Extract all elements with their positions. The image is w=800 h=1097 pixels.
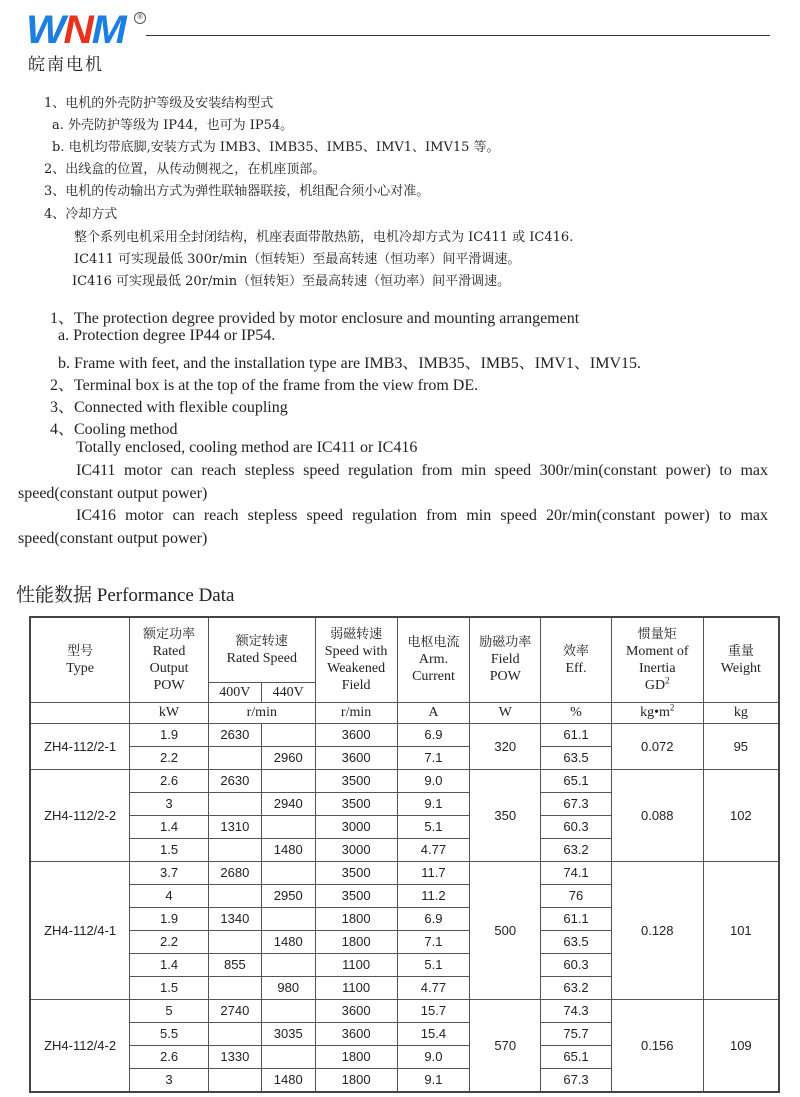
cell-speed-400v: 855	[208, 953, 261, 976]
en-item-3: 3、Connected with flexible coupling	[50, 399, 288, 416]
cn-item-4-ic416: IC416 可实现最低 20r/min（恒转矩）至最高转速（恒功率）间平滑调速。	[72, 274, 511, 289]
header-type: 型号 Type	[30, 617, 130, 702]
cell-rated-output: 3	[130, 1068, 209, 1092]
cell-efficiency: 76	[541, 884, 612, 907]
cell-weight: 95	[703, 723, 779, 769]
header-arm-current: 电枢电流 Arm. Current	[397, 617, 470, 702]
cn-item-1: 1、电机的外壳防护等级及安装结构型式	[44, 96, 274, 111]
cell-rated-output: 3.7	[130, 861, 209, 884]
cell-arm-current: 7.1	[397, 930, 470, 953]
cell-speed-440v	[261, 999, 315, 1022]
cell-speed-440v	[261, 861, 315, 884]
cell-efficiency: 61.1	[541, 907, 612, 930]
cell-weight: 102	[703, 769, 779, 861]
cn-item-4: 4、冷却方式	[44, 207, 118, 222]
cell-weakened-speed: 1800	[315, 1045, 397, 1068]
cell-speed-440v	[261, 1045, 315, 1068]
registered-mark-icon: ®	[134, 12, 146, 24]
cell-weakened-speed: 3500	[315, 769, 397, 792]
en-item-4-desc: Totally enclosed, cooling method are IC411 or IC416	[76, 439, 418, 456]
cell-efficiency: 63.2	[541, 838, 612, 861]
cell-model: ZH4-112/4-2	[30, 999, 130, 1092]
cell-rated-output: 5	[130, 999, 209, 1022]
cell-model: ZH4-112/2-1	[30, 723, 130, 769]
en-item-2: 2、Terminal box is at the top of the frame from the view from DE.	[50, 377, 479, 394]
cell-model: ZH4-112/2-2	[30, 769, 130, 861]
cell-rated-output: 2.6	[130, 1045, 209, 1068]
cell-arm-current: 6.9	[397, 907, 470, 930]
logo-wordmark: WNM	[26, 8, 125, 52]
cell-rated-output: 1.4	[130, 815, 209, 838]
cn-item-1a: a. 外壳防护等级为 IP44，也可为 IP54。	[52, 118, 294, 133]
section-title-en: Performance Data	[96, 585, 235, 606]
cn-item-1b: b. 电机均带底脚,安装方式为 IMB3、IMB35、IMB5、IMV1、IMV15 等。	[52, 140, 500, 155]
cell-speed-400v	[208, 976, 261, 999]
cell-weakened-speed: 1800	[315, 930, 397, 953]
cell-speed-440v: 2940	[261, 792, 315, 815]
cell-efficiency: 75.7	[541, 1022, 612, 1045]
en-item-1a: a. Protection degree IP44 or IP54.	[58, 327, 276, 344]
performance-table-body	[30, 723, 779, 1092]
table-row	[30, 861, 779, 884]
header-440v: 440V	[261, 682, 315, 702]
cell-speed-440v: 980	[261, 976, 315, 999]
cell-arm-current: 9.1	[397, 1068, 470, 1092]
cell-weight: 109	[703, 999, 779, 1092]
cell-arm-current: 9.0	[397, 769, 470, 792]
cn-item-4-ic411: IC411 可实现最低 300r/min（恒转矩）至最高转速（恒功率）间平滑调速。	[74, 252, 521, 267]
header-rated-speed: 额定转速 Rated Speed	[208, 617, 315, 682]
cell-speed-440v	[261, 723, 315, 746]
cell-rated-output: 1.9	[130, 723, 209, 746]
cell-speed-440v	[261, 769, 315, 792]
unit-field: W	[470, 702, 541, 723]
cell-weakened-speed: 3000	[315, 815, 397, 838]
cell-arm-current: 6.9	[397, 723, 470, 746]
cell-efficiency: 60.3	[541, 815, 612, 838]
en-item-4-ic416: IC416 motor can reach stepless speed regulation from min speed 20r/min(constant power) to max speed(constant output power)	[18, 507, 768, 547]
cell-weakened-speed: 3600	[315, 746, 397, 769]
cell-speed-400v: 1340	[208, 907, 261, 930]
cell-speed-440v: 2950	[261, 884, 315, 907]
cell-efficiency: 61.1	[541, 723, 612, 746]
cell-speed-400v	[208, 838, 261, 861]
cell-efficiency: 65.1	[541, 1045, 612, 1068]
header-efficiency: 效率 Eff.	[541, 617, 612, 702]
cell-efficiency: 65.1	[541, 769, 612, 792]
cell-field-pow: 350	[470, 769, 541, 861]
cell-weakened-speed: 3600	[315, 1022, 397, 1045]
cell-rated-output: 4	[130, 884, 209, 907]
cn-item-3: 3、电机的传动输出方式为弹性联轴器联接，机组配合须小心对准。	[44, 184, 430, 199]
cell-speed-440v	[261, 907, 315, 930]
cell-arm-current: 7.1	[397, 746, 470, 769]
cell-inertia: 0.156	[611, 999, 703, 1092]
cell-rated-output: 1.5	[130, 976, 209, 999]
unit-type	[30, 702, 130, 723]
en-item-4-ic411: IC411 motor can reach stepless speed regulation from min speed 300r/min(constant power) to max speed(constant output power)	[18, 462, 768, 502]
cell-weakened-speed: 3600	[315, 999, 397, 1022]
en-item-4: 4、Cooling method	[50, 421, 178, 438]
cell-arm-current: 9.0	[397, 1045, 470, 1068]
section-title	[16, 580, 234, 607]
cell-speed-440v	[261, 815, 315, 838]
cell-speed-400v: 2680	[208, 861, 261, 884]
unit-speed: r/min	[208, 702, 315, 723]
cell-arm-current: 4.77	[397, 976, 470, 999]
header-field-pow: 励磁功率 Field POW	[470, 617, 541, 702]
unit-weight: kg	[703, 702, 779, 723]
cell-arm-current: 5.1	[397, 815, 470, 838]
unit-eff: %	[541, 702, 612, 723]
unit-pow: kW	[130, 702, 209, 723]
cell-speed-400v: 2630	[208, 723, 261, 746]
cell-speed-400v	[208, 746, 261, 769]
cell-inertia: 0.072	[611, 723, 703, 769]
cell-speed-440v: 1480	[261, 1068, 315, 1092]
cell-arm-current: 9.1	[397, 792, 470, 815]
cell-arm-current: 11.2	[397, 884, 470, 907]
cell-weakened-speed: 1800	[315, 907, 397, 930]
cell-efficiency: 63.5	[541, 746, 612, 769]
header-inertia: 惯量矩 Moment of Inertia $GD^2$	[611, 617, 703, 702]
company-name-cn: 皖南电机	[28, 55, 104, 75]
cell-rated-output: 2.2	[130, 930, 209, 953]
cell-speed-440v	[261, 953, 315, 976]
section-title-cn: 性能数据	[16, 584, 93, 606]
cell-weakened-speed: 3500	[315, 792, 397, 815]
unit-inertia: $kg•m^2$	[611, 702, 703, 723]
cell-efficiency: 67.3	[541, 1068, 612, 1092]
cell-weakened-speed: 3500	[315, 861, 397, 884]
cell-speed-400v: 2740	[208, 999, 261, 1022]
cell-efficiency: 63.2	[541, 976, 612, 999]
cell-model: ZH4-112/4-1	[30, 861, 130, 999]
cell-speed-440v: 3035	[261, 1022, 315, 1045]
cell-speed-400v	[208, 884, 261, 907]
cn-item-2: 2、出线盒的位置，从传动侧视之，在机座顶部。	[44, 162, 326, 177]
header-400v: 400V	[208, 682, 261, 702]
cell-weakened-speed: 1800	[315, 1068, 397, 1092]
cell-arm-current: 15.7	[397, 999, 470, 1022]
cell-efficiency: 60.3	[541, 953, 612, 976]
cell-speed-400v: 1330	[208, 1045, 261, 1068]
header-weakened-speed: 弱磁转速 Speed with Weakened Field	[315, 617, 397, 702]
cell-speed-400v	[208, 930, 261, 953]
cell-rated-output: 1.4	[130, 953, 209, 976]
cell-weakened-speed: 1100	[315, 953, 397, 976]
cell-field-pow: 500	[470, 861, 541, 999]
performance-table	[29, 616, 780, 1093]
table-row	[30, 723, 779, 746]
cell-efficiency: 67.3	[541, 792, 612, 815]
cell-arm-current: 11.7	[397, 861, 470, 884]
cell-rated-output: 3	[130, 792, 209, 815]
cell-rated-output: 1.5	[130, 838, 209, 861]
cell-weakened-speed: 3600	[315, 723, 397, 746]
unit-weak: r/min	[315, 702, 397, 723]
cell-speed-440v: 1480	[261, 838, 315, 861]
cell-rated-output: 1.9	[130, 907, 209, 930]
cell-speed-400v: 2630	[208, 769, 261, 792]
unit-arm: A	[397, 702, 470, 723]
cell-efficiency: 74.1	[541, 861, 612, 884]
cell-speed-400v	[208, 1068, 261, 1092]
cell-field-pow: 570	[470, 999, 541, 1092]
table-row	[30, 999, 779, 1022]
cell-rated-output: 2.2	[130, 746, 209, 769]
table-row	[30, 769, 779, 792]
cell-speed-440v: 2960	[261, 746, 315, 769]
en-item-1: 1、The protection degree provided by motor enclosure and mounting arrangement	[50, 310, 580, 327]
cell-efficiency: 74.3	[541, 999, 612, 1022]
header-divider	[146, 35, 770, 36]
cell-weight: 101	[703, 861, 779, 999]
cell-speed-400v: 1310	[208, 815, 261, 838]
header-rated-output: 额定功率 Rated Output POW	[130, 617, 209, 702]
cn-item-4-desc: 整个系列电机采用全封闭结构，机座表面带散热筋，电机冷却方式为 IC411 或 IC416.	[74, 230, 574, 245]
cell-weakened-speed: 1100	[315, 976, 397, 999]
company-logo	[26, 8, 146, 75]
cell-inertia: 0.088	[611, 769, 703, 861]
en-item-1b: b. Frame with feet, and the installation type are IMB3、IMB35、IMB5、IMV1、IMV15.	[58, 355, 642, 372]
cell-speed-440v: 1480	[261, 930, 315, 953]
cell-field-pow: 320	[470, 723, 541, 769]
header-weight: 重量 Weight	[703, 617, 779, 702]
cell-speed-400v	[208, 1022, 261, 1045]
cell-efficiency: 63.5	[541, 930, 612, 953]
cell-arm-current: 5.1	[397, 953, 470, 976]
cell-rated-output: 2.6	[130, 769, 209, 792]
cell-inertia: 0.128	[611, 861, 703, 999]
cell-arm-current: 15.4	[397, 1022, 470, 1045]
cell-weakened-speed: 3000	[315, 838, 397, 861]
cell-arm-current: 4.77	[397, 838, 470, 861]
cell-speed-400v	[208, 792, 261, 815]
cell-weakened-speed: 3500	[315, 884, 397, 907]
cell-rated-output: 5.5	[130, 1022, 209, 1045]
